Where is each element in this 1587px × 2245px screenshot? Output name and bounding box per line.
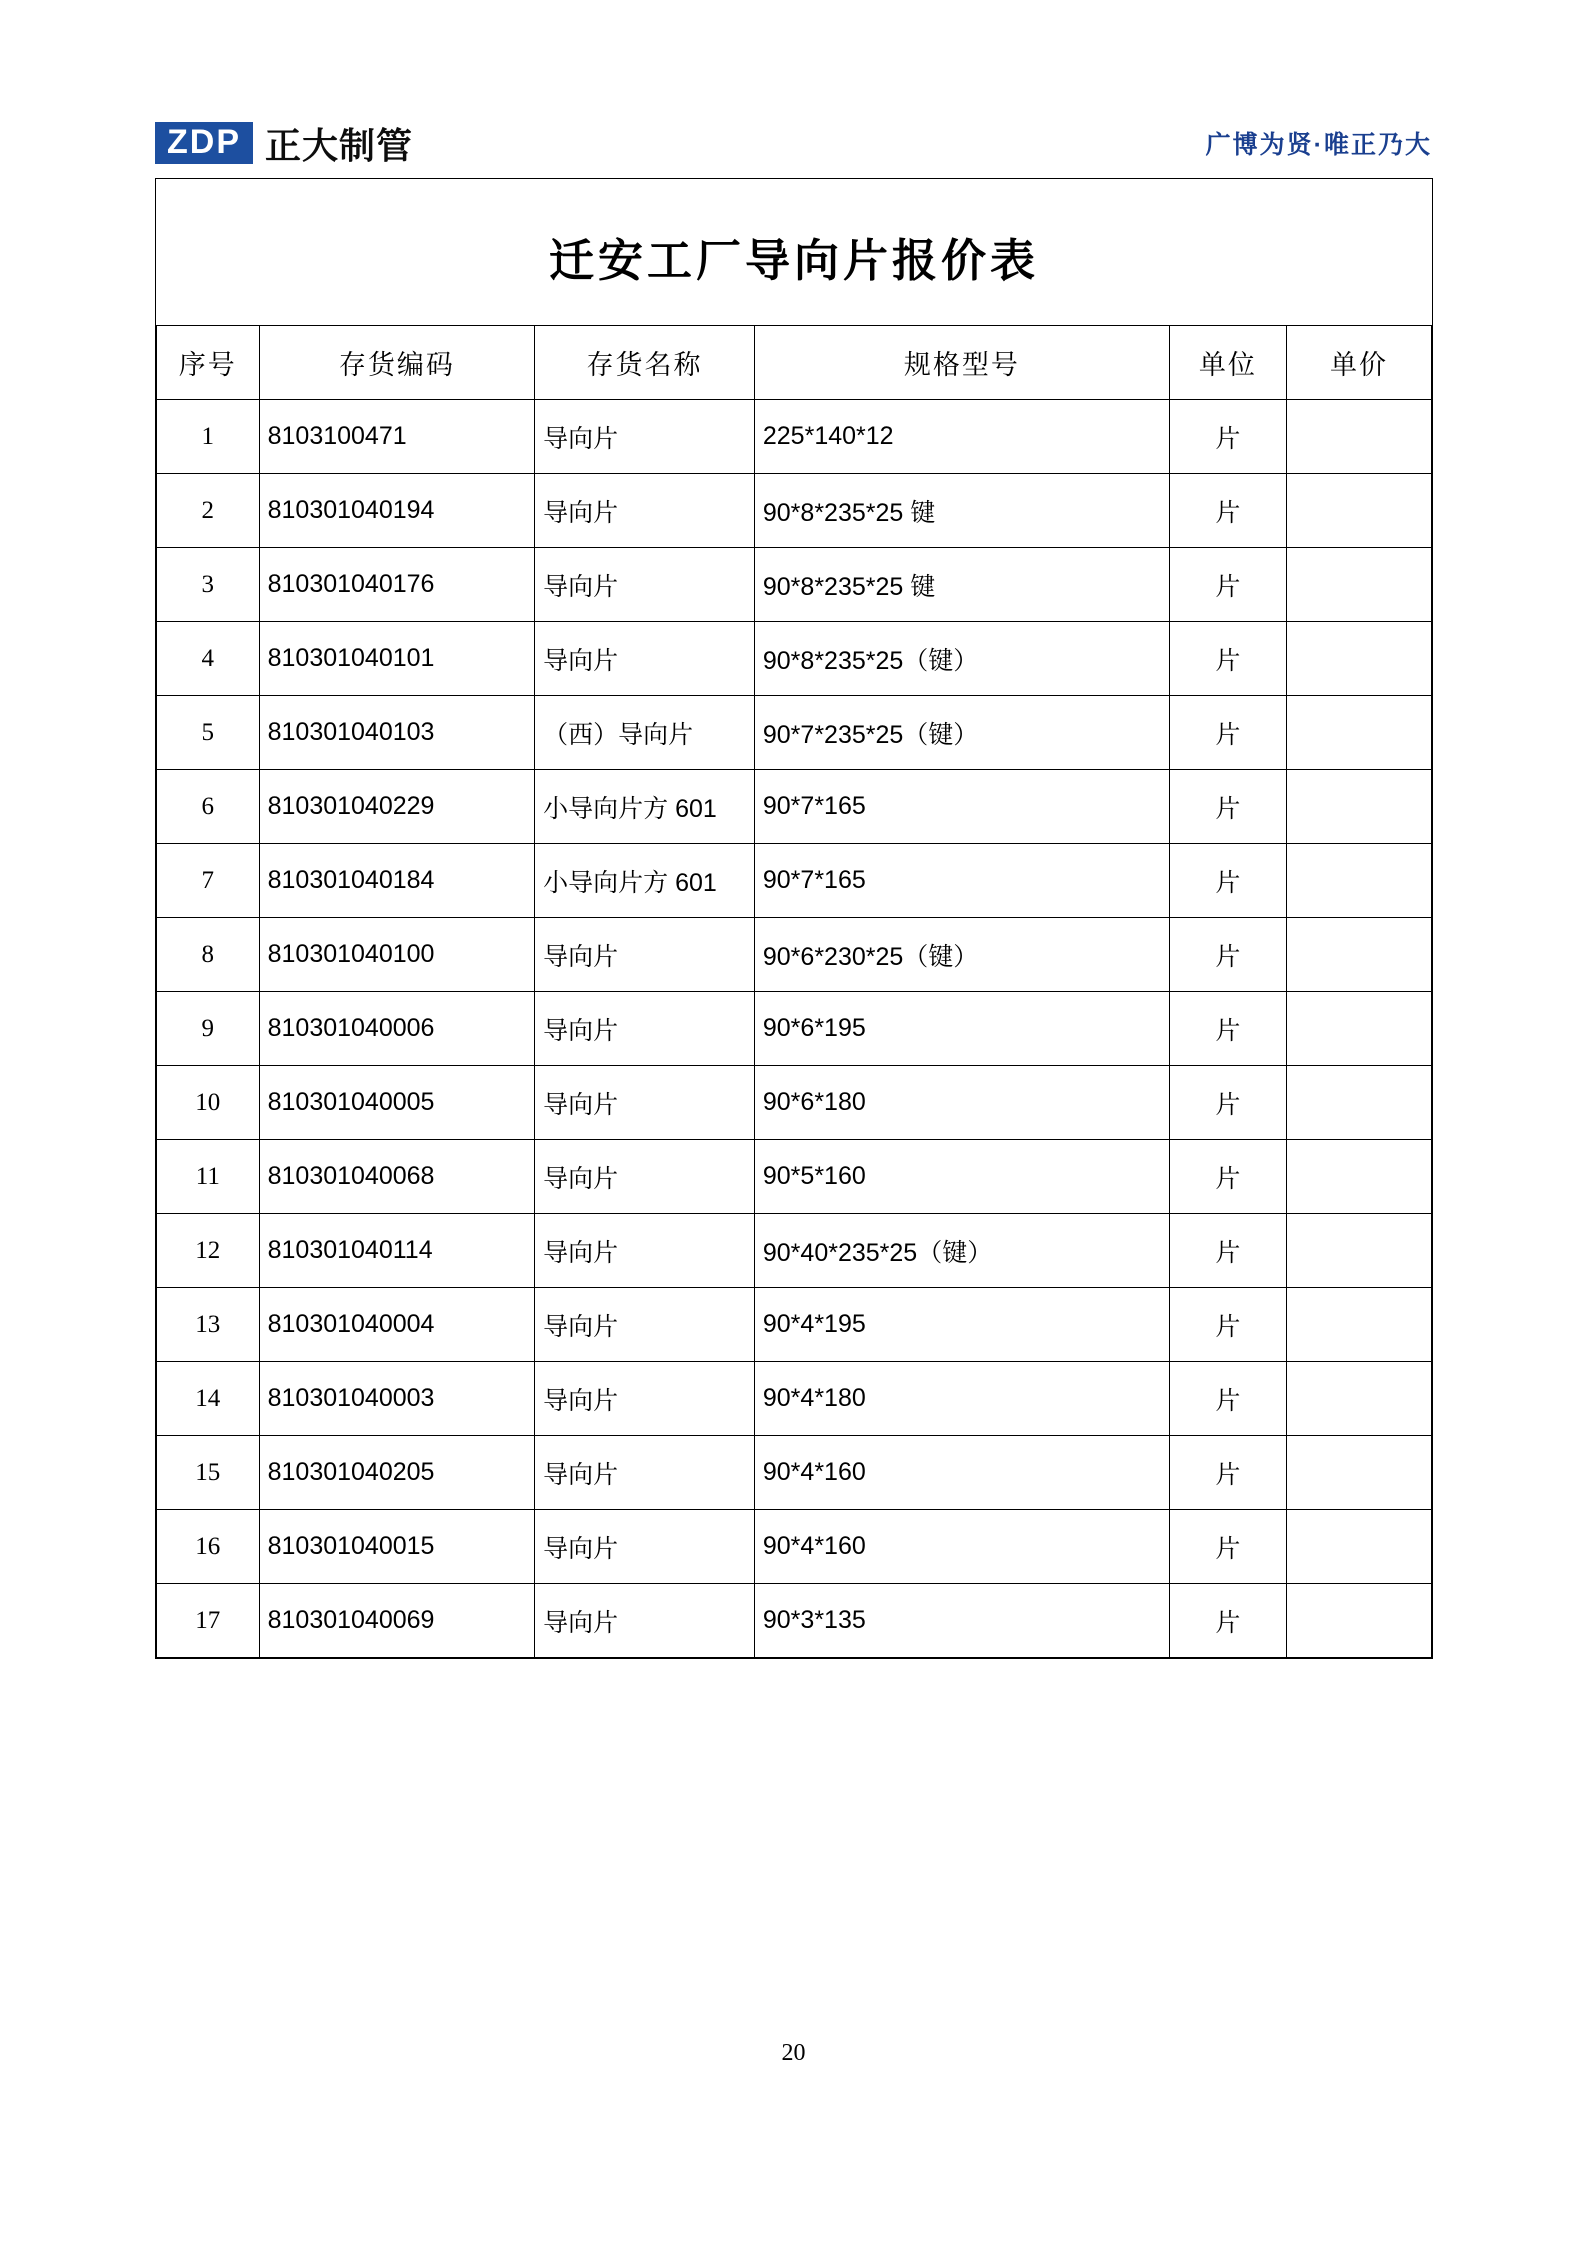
table-row: [157, 770, 1432, 844]
table-row: [157, 1214, 1432, 1288]
cell-unit: 片: [1169, 770, 1286, 844]
table-row: [157, 1066, 1432, 1140]
cell-name: 导向片: [535, 1066, 755, 1140]
cell-code: 810301040184: [259, 844, 535, 918]
cell-unit: 片: [1169, 992, 1286, 1066]
page-header: [155, 108, 1432, 178]
table-row: [157, 844, 1432, 918]
cell-name: 导向片: [535, 1584, 755, 1658]
cell-index: 4: [157, 622, 260, 696]
cell-code: 810301040176: [259, 548, 535, 622]
table-row: [157, 400, 1432, 474]
column-header-unit-price: 单价: [1286, 326, 1431, 400]
cell-index: 15: [157, 1436, 260, 1510]
cell-unit-price[interactable]: [1286, 770, 1431, 844]
cell-index: 9: [157, 992, 260, 1066]
cell-unit: 片: [1169, 400, 1286, 474]
document-frame: [155, 178, 1433, 1659]
cell-name: 导向片: [535, 1214, 755, 1288]
table-row: [157, 548, 1432, 622]
cell-name: 导向片: [535, 1140, 755, 1214]
cell-name: 导向片: [535, 474, 755, 548]
cell-spec: 90*6*195: [754, 992, 1169, 1066]
cell-unit: 片: [1169, 1214, 1286, 1288]
cell-unit: 片: [1169, 474, 1286, 548]
price-table: [156, 325, 1432, 1658]
cell-unit-price[interactable]: [1286, 1288, 1431, 1362]
cell-unit-price[interactable]: [1286, 696, 1431, 770]
cell-unit-price[interactable]: [1286, 1214, 1431, 1288]
cell-spec: 90*3*135: [754, 1584, 1169, 1658]
cell-unit: 片: [1169, 1288, 1286, 1362]
cell-spec: 90*4*160: [754, 1436, 1169, 1510]
cell-code: 810301040003: [259, 1362, 535, 1436]
cell-spec: 90*7*165: [754, 770, 1169, 844]
table-row: [157, 622, 1432, 696]
table-row: [157, 474, 1432, 548]
cell-unit-price[interactable]: [1286, 1140, 1431, 1214]
cell-name: 导向片: [535, 1362, 755, 1436]
cell-index: 5: [157, 696, 260, 770]
cell-index: 3: [157, 548, 260, 622]
cell-name: 小导向片方 601: [535, 770, 755, 844]
cell-spec: 90*7*165: [754, 844, 1169, 918]
column-header-spec: 规格型号: [754, 326, 1169, 400]
cell-spec: 90*8*235*25 键: [754, 548, 1169, 622]
column-header-name: 存货名称: [535, 326, 755, 400]
company-slogan: 广博为贤·唯正乃大: [1205, 131, 1432, 159]
table-row: [157, 992, 1432, 1066]
cell-name: 导向片: [535, 1510, 755, 1584]
cell-index: 1: [157, 400, 260, 474]
cell-code: 810301040004: [259, 1288, 535, 1362]
zdp-logo-icon: ZDP: [155, 122, 253, 164]
cell-index: 14: [157, 1362, 260, 1436]
cell-unit-price[interactable]: [1286, 1510, 1431, 1584]
cell-name: 小导向片方 601: [535, 844, 755, 918]
cell-name: 导向片: [535, 992, 755, 1066]
table-header-row: [157, 326, 1432, 400]
cell-unit-price[interactable]: [1286, 548, 1431, 622]
cell-unit-price[interactable]: [1286, 1362, 1431, 1436]
company-logo: [155, 118, 413, 169]
cell-unit-price[interactable]: [1286, 918, 1431, 992]
cell-code: 810301040103: [259, 696, 535, 770]
column-header-index: 序号: [157, 326, 260, 400]
cell-spec: 90*6*180: [754, 1066, 1169, 1140]
company-name: 正大制管: [265, 124, 414, 166]
cell-index: 7: [157, 844, 260, 918]
cell-spec: 90*8*235*25（键）: [754, 622, 1169, 696]
page-title: 迁安工厂导向片报价表: [548, 236, 1039, 286]
cell-index: 11: [157, 1140, 260, 1214]
cell-spec: 90*4*180: [754, 1362, 1169, 1436]
cell-spec: 90*5*160: [754, 1140, 1169, 1214]
cell-code: 810301040100: [259, 918, 535, 992]
table-row: [157, 696, 1432, 770]
cell-index: 13: [157, 1288, 260, 1362]
cell-unit: 片: [1169, 1362, 1286, 1436]
cell-index: 8: [157, 918, 260, 992]
cell-name: 导向片: [535, 1288, 755, 1362]
cell-index: 10: [157, 1066, 260, 1140]
cell-code: 810301040114: [259, 1214, 535, 1288]
cell-code: 810301040006: [259, 992, 535, 1066]
cell-spec: 225*140*12: [754, 400, 1169, 474]
cell-code: 810301040205: [259, 1436, 535, 1510]
cell-code: 810301040005: [259, 1066, 535, 1140]
cell-name: （西）导向片: [535, 696, 755, 770]
cell-unit-price[interactable]: [1286, 992, 1431, 1066]
cell-unit: 片: [1169, 1066, 1286, 1140]
cell-unit-price[interactable]: [1286, 474, 1431, 548]
cell-unit-price[interactable]: [1286, 1066, 1431, 1140]
cell-unit-price[interactable]: [1286, 844, 1431, 918]
table-row: [157, 1436, 1432, 1510]
cell-unit-price[interactable]: [1286, 1584, 1431, 1658]
table-row: [157, 1510, 1432, 1584]
cell-spec: 90*6*230*25（键）: [754, 918, 1169, 992]
cell-name: 导向片: [535, 400, 755, 474]
cell-code: 810301040229: [259, 770, 535, 844]
cell-index: 6: [157, 770, 260, 844]
cell-unit-price[interactable]: [1286, 622, 1431, 696]
cell-unit: 片: [1169, 548, 1286, 622]
cell-code: 810301040068: [259, 1140, 535, 1214]
cell-index: 2: [157, 474, 260, 548]
table-row: [157, 1288, 1432, 1362]
page-number: 20: [781, 2040, 806, 2066]
column-header-unit: 单位: [1169, 326, 1286, 400]
cell-spec: 90*40*235*25（键）: [754, 1214, 1169, 1288]
table-row: [157, 1140, 1432, 1214]
column-header-code: 存货编码: [259, 326, 535, 400]
cell-name: 导向片: [535, 622, 755, 696]
cell-code: 810301040101: [259, 622, 535, 696]
cell-unit: 片: [1169, 1584, 1286, 1658]
cell-code: 810301040194: [259, 474, 535, 548]
cell-unit: 片: [1169, 1140, 1286, 1214]
cell-unit: 片: [1169, 622, 1286, 696]
cell-name: 导向片: [535, 548, 755, 622]
cell-unit: 片: [1169, 844, 1286, 918]
cell-index: 17: [157, 1584, 260, 1658]
cell-unit-price[interactable]: [1286, 400, 1431, 474]
table-row: [157, 918, 1432, 992]
cell-spec: 90*4*195: [754, 1288, 1169, 1362]
cell-name: 导向片: [535, 918, 755, 992]
cell-unit: 片: [1169, 918, 1286, 992]
table-row: [157, 1362, 1432, 1436]
cell-unit: 片: [1169, 1436, 1286, 1510]
cell-spec: 90*4*160: [754, 1510, 1169, 1584]
cell-index: 16: [157, 1510, 260, 1584]
cell-index: 12: [157, 1214, 260, 1288]
cell-unit: 片: [1169, 1510, 1286, 1584]
cell-unit-price[interactable]: [1286, 1436, 1431, 1510]
table-row: [157, 1584, 1432, 1658]
cell-unit: 片: [1169, 696, 1286, 770]
cell-code: 8103100471: [259, 400, 535, 474]
cell-code: 810301040015: [259, 1510, 535, 1584]
cell-spec: 90*7*235*25（键）: [754, 696, 1169, 770]
cell-code: 810301040069: [259, 1584, 535, 1658]
cell-name: 导向片: [535, 1436, 755, 1510]
cell-spec: 90*8*235*25 键: [754, 474, 1169, 548]
